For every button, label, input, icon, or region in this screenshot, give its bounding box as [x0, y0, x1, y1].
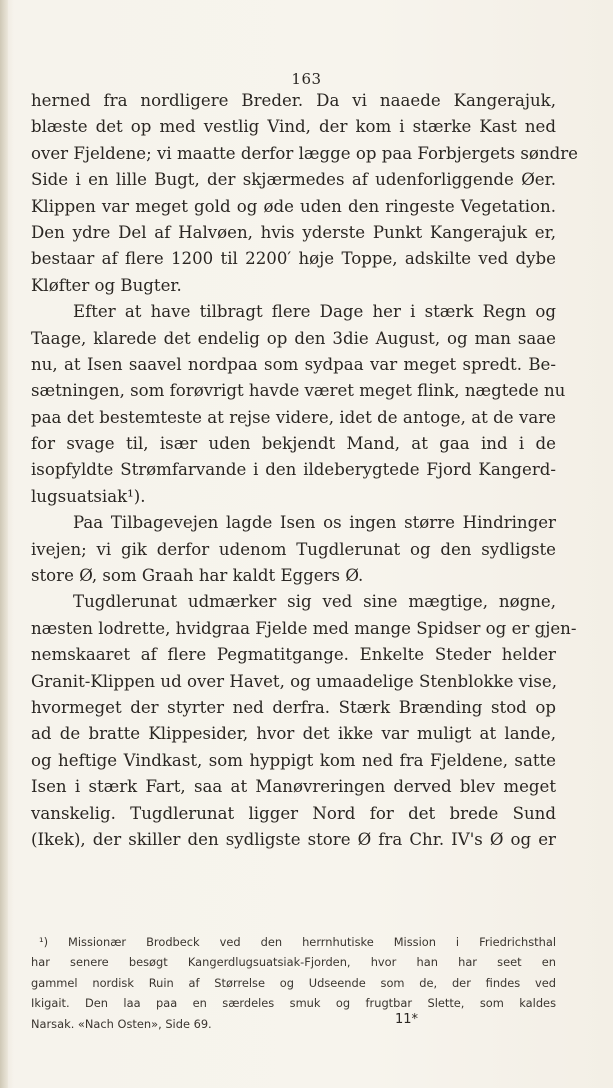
footnote-line: gammel nordisk Ruin af Størrelse og Udseende som de, der findes ved [31, 975, 556, 990]
text-line: Side i en lille Bugt, der skjærmedes af udenforliggende Øer. [31, 170, 556, 190]
text-line: over Fjeldene; vi maatte derfor lægge op paa Forbjergets søndre [31, 143, 578, 163]
text-line: lugsuatsiak¹). [31, 486, 146, 506]
text-line: (Ikek), der skiller den sydligste store Ø fra Chr. IV's Ø og er [31, 829, 556, 849]
text-line: Granit-Klippen ud over Havet, og umaadelige Stenblokke vise, [31, 671, 557, 691]
text-line: isopfyldte Strømfarvande i den ildeberygtede Fjord Kangerd- [31, 460, 556, 480]
text-line: Paa Tilbagevejen lagde Isen os ingen større Hindringer [73, 513, 556, 533]
text-line: ivejen; vi gik derfor udenom Tugdlerunat og den sydligste [31, 539, 556, 559]
footnote-line: har senere besøgt Kangerdlugsuatsiak-Fjorden, hvor han har seet en [31, 955, 556, 970]
text-line: og heftige Vindkast, som hyppigt kom ned fra Fjeldene, satte [31, 750, 556, 770]
text-line: Tugdlerunat udmærker sig ved sine mægtige, nøgne, [73, 592, 556, 612]
text-line: paa det bestemteste at rejse videre, idet de antoge, at de vare [31, 407, 556, 427]
text-line: for svage til, især uden bekjendt Mand, at gaa ind i de [31, 434, 556, 454]
text-line: Kløfter og Bugter. [31, 275, 182, 295]
text-line: Efter at have tilbragt flere Dage her i stærk Regn og [73, 302, 556, 322]
page-number: 163 [291, 70, 322, 88]
text-line: Taage, klarede det endelig op den 3die August, og man saae [31, 328, 556, 348]
text-line: næsten lodrette, hvidgraa Fjelde med mange Spidser og er gjen- [31, 618, 577, 638]
text-line: Isen i stærk Fart, saa at Manøvreringen derved blev meget [31, 777, 556, 797]
footnote-line: Ikigait. Den laa paa en særdeles smuk og frugtbar Slette, som kaldes [31, 996, 556, 1011]
text-line: sætningen, som forøvrigt havde været meget flink, nægtede nu [31, 381, 566, 401]
printer-signature-mark: 11* [395, 1012, 419, 1027]
footnotes [31, 932, 556, 1034]
text-line: vanskelig. Tugdlerunat ligger Nord for det brede Sund [31, 803, 556, 823]
text-line: Den ydre Del af Halvøen, hvis yderste Punkt Kangerajuk er, [31, 222, 556, 242]
text-line: store Ø, som Graah har kaldt Eggers Ø. [31, 566, 364, 586]
text-line: hvormeget der styrter ned derfra. Stærk Brænding stod op [31, 697, 556, 717]
footnote-line: Narsak. «Nach Osten», Side 69. [31, 1016, 212, 1031]
text-line: herned fra nordligere Breder. Da vi naaede Kangerajuk, [31, 91, 556, 110]
body-text [31, 88, 578, 853]
page-spine-shadow [0, 0, 8, 1088]
text-line: blæste det op med vestlig Vind, der kom i stærke Kast ned [31, 117, 556, 137]
text-line: nu, at Isen saavel nordpaa som sydpaa var meget spredt. Be- [31, 354, 556, 374]
text-line: ad de bratte Klippesider, hvor det ikke var muligt at lande, [31, 724, 556, 744]
text-line: nemskaaret af flere Pegmatitgange. Enkelte Steder helder [31, 645, 556, 665]
text-line: bestaar af flere 1200 til 2200′ høje Toppe, adskilte ved dybe [31, 249, 556, 269]
text-line: Klippen var meget gold og øde uden den ringeste Vegetation. [31, 196, 556, 216]
footnote-line: ¹) Missionær Brodbeck ved den herrnhutiske Mission i Friedrichsthal [39, 935, 556, 949]
